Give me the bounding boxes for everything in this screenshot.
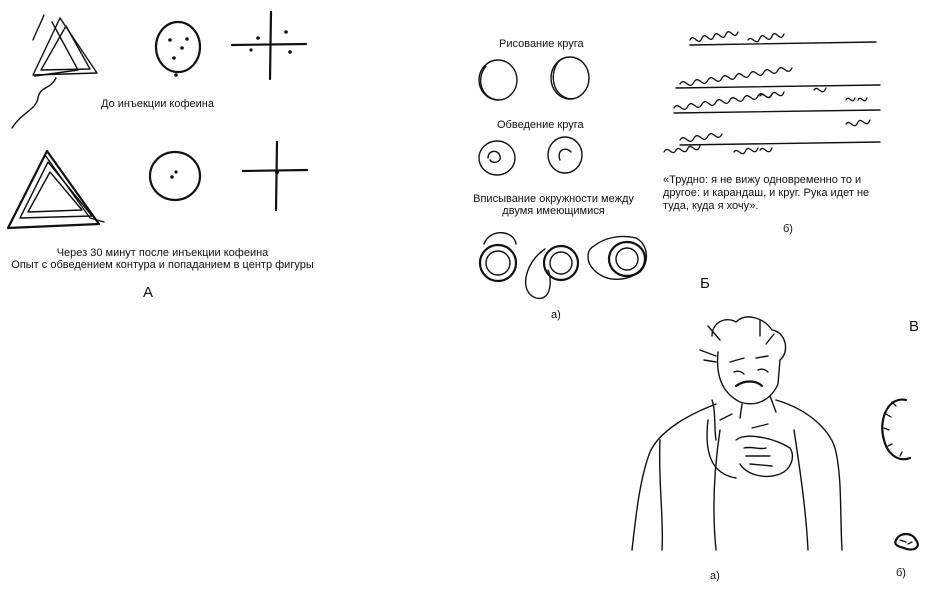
fragment-drawings (882, 400, 918, 550)
sub-label-v-b: б) (896, 567, 906, 579)
sub-label-v-a: а) (710, 570, 720, 582)
heading-inscribe-line2: двумя имеющимися (502, 205, 605, 217)
heading-inscribe-line1: Вписывание окружности между (473, 193, 634, 205)
traced-circles (479, 137, 582, 175)
cross-with-dots-before (232, 12, 306, 79)
heading-circle-drawing: Рисование круга (499, 38, 584, 50)
triangle-sketch-after (8, 151, 104, 228)
drawn-circles (479, 57, 589, 100)
cross-after (243, 142, 307, 210)
heading-circle-tracing: Обведение круга (497, 119, 584, 131)
circle-with-dots-before (156, 22, 200, 77)
circle-with-dot-after (150, 152, 200, 200)
panel-letter-v: В (909, 318, 920, 335)
portrait-drawing (632, 317, 842, 550)
sub-label-b-b: б) (783, 223, 793, 235)
panel-letter-b: Б (700, 275, 710, 292)
inscribed-circles (480, 233, 646, 299)
panel-letter-a: А (143, 284, 154, 301)
sub-label-b-a: а) (551, 309, 561, 321)
caption-after-caffeine-line2: Опыт с обведением контура и попаданием в центр фигуры (11, 259, 314, 271)
caption-before-caffeine: До инъекции кофеина (101, 98, 214, 110)
patient-quote: «Трудно: я не вижу одновременно то и другое: и карандаш, и круг. Рука идет не туда, куда я хочу». (663, 174, 870, 212)
handwriting-sample (664, 32, 880, 154)
caption-after-caffeine-line1: Через 30 минут после инъекции кофеина (56, 247, 269, 259)
triangle-sketch-before (12, 15, 97, 128)
